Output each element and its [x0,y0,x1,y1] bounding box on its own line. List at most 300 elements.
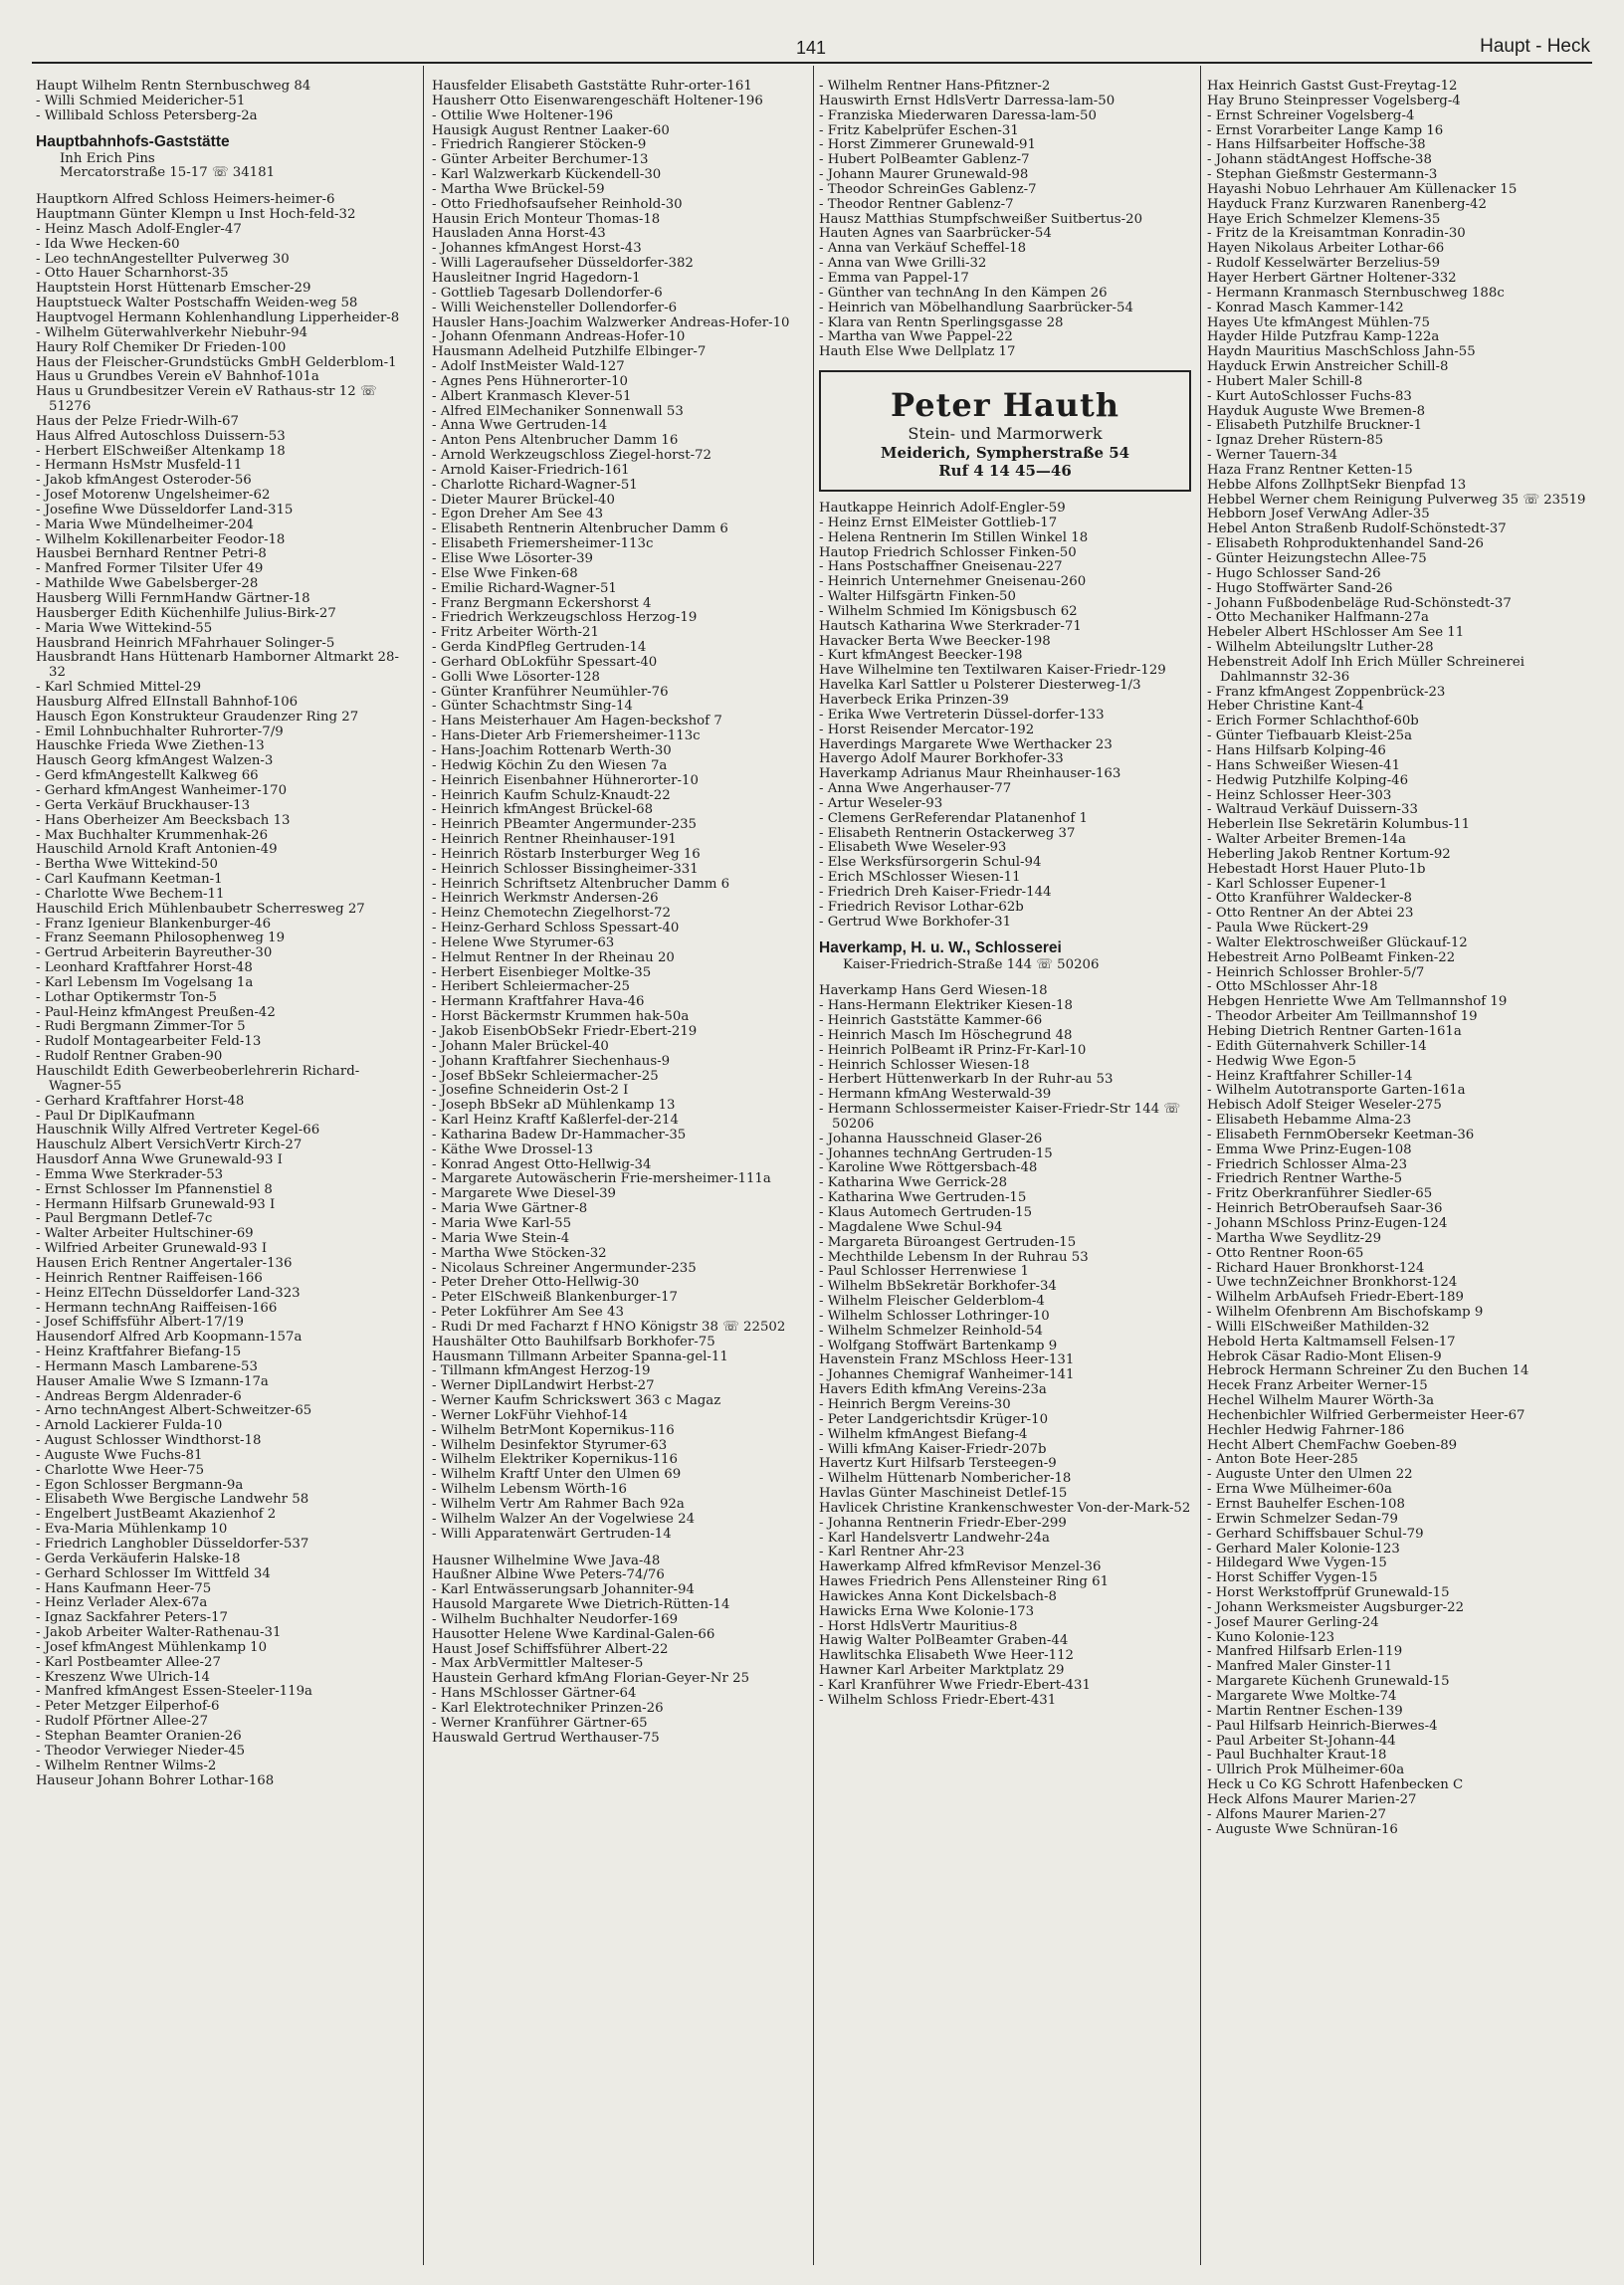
directory-entry: Heberlein Ilse Sekretärin Kolumbus-11 [1207,817,1471,833]
directory-entry: - Heinz Ernst ElMeister Gottlieb-17 [819,515,1058,530]
directory-entry: - Johann Werksmeister Augsburger-22 [1207,1599,1465,1615]
directory-entry: - Horst Reisender Mercator-192 [819,722,1035,737]
directory-entry: - August Schlosser Windthorst-18 [36,1433,262,1449]
directory-entry: Hayder Hilde Putzfrau Kamp-122a [1207,329,1440,345]
directory-entry: Hauten Agnes van Saarbrücker-54 [819,226,1052,242]
directory-entry: - Maria Wwe Stein-4 [432,1230,570,1246]
directory-entry: Hausbei Bernhard Rentner Petri-8 [36,546,267,562]
directory-entry: - Franz kfmAngest Zoppenbrück-23 [1207,684,1446,700]
directory-entry: - Konrad Masch Kammer-142 [1207,300,1404,315]
directory-entry: - Gerhard Kraftfahrer Horst-48 [36,1093,245,1109]
directory-entry: - Günter Schachtmstr Sing-14 [432,699,633,715]
advertiser-name: Peter Hauth [891,386,1119,425]
directory-entry: Hayen Nikolaus Arbeiter Lothar-66 [1207,241,1445,257]
directory-entry: - Heinrich Schlosser Bissingheimer-331 [432,861,699,877]
directory-entry: Havelka Karl Sattler u Polsterer Diesterweg-1/3 [819,678,1141,694]
directory-entry: Haverdings Margarete Wwe Werthacker 23 [819,736,1113,752]
directory-entry: - Hermann Hilfsarb Grunewald-93 I [36,1196,276,1212]
directory-entry: - Ignaz Dreher Rüstern-85 [1207,433,1384,449]
advertiser-phone: Ruf 4 14 45—46 [938,462,1072,481]
directory-entry: - Charlotte Richard-Wagner-51 [432,477,638,493]
directory-entry: Hausberg Willi FernmHandw Gärtner-18 [36,591,310,606]
directory-entry: - Heinrich PBeamter Angermunder-235 [432,817,698,833]
directory-entry: - Stephan Gießmstr Gestermann-3 [1207,167,1438,183]
directory-entry: - Heinz Kraftfahrer Schiller-14 [1207,1068,1413,1084]
directory-entry: - Egon Schlosser Bergmann-9a [36,1477,244,1493]
directory-entry: - Heinz Schlosser Heer-303 [1207,787,1392,803]
directory-entry: - Gertrud Arbeiterin Bayreuther-30 [36,945,273,961]
directory-entry: - Bertha Wwe Wittekind-50 [36,857,218,873]
directory-entry: - Rudolf Montagearbeiter Feld-13 [36,1034,262,1050]
directory-entry: - Käthe Wwe Drossel-13 [432,1142,593,1157]
directory-entry: - Hildegard Wwe Vygen-15 [1207,1556,1387,1571]
directory-entry: Havlas Günter Maschineist Detlef-15 [819,1486,1068,1502]
directory-entry: - Otto Mechaniker Halfmann-27a [1207,610,1429,626]
directory-entry: - Willi Schmied Meidericher-51 [36,93,246,108]
column-divider [423,66,424,2265]
directory-entry: - Dieter Maurer Brückel-40 [432,492,615,508]
directory-entry: - Hans Postschaffner Gneisenau-227 [819,559,1063,575]
column-divider [813,66,814,2265]
directory-entry: - Johannes Chemigraf Wanheimer-141 [819,1367,1075,1383]
directory-entry: Haydn Mauritius MaschSchloss Jahn-55 [1207,344,1476,360]
directory-entry: - Wilhelm BetrMont Kopernikus-116 [432,1422,675,1438]
directory-entry: - Edith Güternahverk Schiller-14 [1207,1038,1427,1054]
directory-entry: - Heinrich Schriftsetz Altenbrucher Damm 6 [432,876,730,892]
directory-entry: - Rudolf Kesselwärter Berzelius-59 [1207,256,1441,272]
directory-entry: Hayer Herbert Gärtner Holtener-332 [1207,270,1457,286]
directory-entry: - Karl Entwässerungsarb Johanniter-94 [432,1582,695,1598]
directory-entry: - Manfred Maler Ginster-11 [1207,1659,1393,1675]
directory-entry: Hebrock Hermann Schreiner Zu den Buchen 14 [1207,1363,1529,1379]
directory-entry: - Friedrich Dreh Kaiser-Friedr-144 [819,884,1052,900]
directory-entry: - Auguste Wwe Fuchs-81 [36,1447,203,1463]
directory-entry: - Gerd kfmAngestellt Kalkweg 66 [36,768,259,784]
directory-entry: Hawner Karl Arbeiter Marktplatz 29 [819,1663,1065,1679]
directory-entry: Hebbel Werner chem Reinigung Pulverweg 35 ☏ 23519 [1207,492,1586,508]
directory-entry: - Wilhelm BbSekretär Borkhofer-34 [819,1279,1057,1295]
directory-entry: - Günter Tiefbauarb Kleist-25a [1207,728,1413,744]
directory-entry: - Horst Zimmerer Grunewald-91 [819,137,1036,153]
directory-entry: Hebborn Josef VerwAng Adler-35 [1207,507,1430,522]
directory-entry: Hauswald Gertrud Werthauser-75 [432,1730,660,1746]
directory-entry: - Hermann HsMstr Musfeld-11 [36,458,243,474]
directory-entry: - Heinrich Eisenbahner Hühnerorter-10 [432,772,699,788]
directory-entry: - Wilhelm kfmAngest Biefang-4 [819,1426,1028,1442]
directory-entry: - Hugo Stoffwärter Sand-26 [1207,580,1393,596]
directory-entry: - Josef Motorenw Ungelsheimer-62 [36,488,271,504]
directory-entry: Hebold Herta Kaltmamsell Felsen-17 [1207,1334,1456,1350]
directory-entry: - Hedwig Wwe Egon-5 [1207,1053,1356,1069]
directory-entry: - Hermann Schlossermeister Kaiser-Friedr-Str 144 ☏ 50206 [819,1102,1181,1132]
directory-entry: - Ignaz Sackfahrer Peters-17 [36,1610,228,1626]
directory-entry: - Karl Elektrotechniker Prinzen-26 [432,1700,664,1716]
directory-entry: - Manfred Hilfsarb Erlen-119 [1207,1644,1403,1660]
directory-entry: - Otto Friedhofsaufseher Reinhold-30 [432,196,683,212]
directory-entry: - Margarete Autowäscherin Frie-mersheimer-111a [432,1171,771,1187]
directory-entry: - Manfred Former Tilsiter Ufer 49 [36,561,264,577]
directory-entry: Havacker Berta Wwe Beecker-198 [819,633,1051,649]
directory-entry: - Herbert Hüttenwerkarb In der Ruhr-au 53 [819,1072,1114,1088]
directory-entry: - Gertrud Wwe Borkhofer-31 [819,914,1012,930]
directory-entry: Haust Josef Schiffsführer Albert-22 [432,1641,669,1657]
directory-entry: - Auguste Unter den Ulmen 22 [1207,1467,1413,1483]
directory-entry: - Wilhelm Ofenbrenn Am Bischofskamp 9 [1207,1305,1484,1321]
directory-entry: - Heinrich Masch Im Höschegrund 48 [819,1027,1073,1043]
directory-entry: - Joseph BbSekr aD Mühlenkamp 13 [432,1098,676,1114]
directory-entry: - Else Wwe Finken-68 [432,565,578,581]
directory-entry: - Otto MSchlosser Ahr-18 [1207,979,1378,995]
directory-entry: Hautsch Katharina Wwe Sterkrader-71 [819,618,1082,634]
directory-entry: - Clemens GerReferendar Platanenhof 1 [819,810,1089,826]
directory-entry: - Erna Wwe Mülheimer-60a [1207,1482,1392,1498]
directory-entry: - Johann Maler Brückel-40 [432,1038,609,1054]
directory-entry: - Ottilie Wwe Holtener-196 [432,107,614,123]
directory-entry: - Wilhelm Buchhalter Neudorfer-169 [432,1611,679,1627]
directory-entry: - Peter ElSchweiß Blankenburger-17 [432,1290,679,1306]
directory-entry: - Hans Meisterhauer Am Hagen-beckshof 7 [432,714,722,729]
directory-entry: - Johann Maurer Grunewald-98 [819,167,1029,183]
directory-entry: Haverkamp Hans Gerd Wiesen-18 [819,983,1048,999]
directory-entry: Heberling Jakob Rentner Kortum-92 [1207,846,1451,862]
directory-entry: - Werner Tauern-34 [1207,448,1338,464]
directory-entry: - Ernst Vorarbeiter Lange Kamp 16 [1207,122,1444,138]
directory-entry: - Martha Wwe Stöcken-32 [432,1245,607,1261]
directory-entry: Hechler Hedwig Fahrner-186 [1207,1422,1405,1438]
directory-entry: - Elisabeth Rohproduktenhandel Sand-26 [1207,536,1485,552]
directory-entry: - Rudolf Rentner Graben-90 [36,1049,223,1065]
directory-entry: Hebbe Alfons ZollhptSekr Bienpfad 13 [1207,477,1467,493]
directory-entry: Hebestreit Arno PolBeamt Finken-22 [1207,949,1456,965]
directory-entry: - Wilhelm Schmied Im Königsbusch 62 [819,603,1078,619]
directory-entry: - Horst Werkstoffprüf Grunewald-15 [1207,1585,1450,1601]
directory-entry: - Emilie Richard-Wagner-51 [432,580,617,596]
directory-entry: - Theodor Rentner Gablenz-7 [819,196,1014,212]
directory-entry: - Wilhelm Fleischer Gelderblom-4 [819,1294,1045,1310]
directory-entry: Hausz Matthias Stumpfschweißer Suitbertus-20 [819,211,1143,227]
directory-entry: Hauptkorn Alfred Schloss Heimers-heimer-6 [36,192,335,208]
directory-entry: - Hans Oberheizer Am Beecksbach 13 [36,812,291,828]
directory-entry: - Tillmann kfmAngest Herzog-19 [432,1363,651,1379]
directory-entry: - Charlotte Wwe Bechem-11 [36,886,225,902]
directory-entry: - Heinz Masch Adolf-Engler-47 [36,221,242,237]
page-number: 141 [796,38,827,58]
directory-entry: - Elisabeth Rentnerin Altenbrucher Damm 6 [432,521,728,537]
directory-entry: Hausold Margarete Wwe Dietrich-Rütten-14 [432,1597,730,1613]
directory-entry: - Elisabeth Friemersheimer-113c [432,536,654,552]
directory-entry: - Peter Landgerichtsdir Krüger-10 [819,1411,1049,1427]
directory-entry: - Paula Wwe Rückert-29 [1207,921,1369,936]
directory-entry: - Anton Bote Heer-285 [1207,1452,1358,1468]
directory-entry: - Paul Bergmann Detlef-7c [36,1211,213,1227]
directory-entry: Hebenstreit Adolf Inh Erich Müller Schreinerei Dahlmannstr 32-36 [1207,654,1524,685]
directory-entry: - Heinz ElTechn Düsseldorfer Land-323 [36,1285,301,1301]
directory-entry: - Friedrich Langhobler Düsseldorfer-537 [36,1537,309,1552]
business-detail: Mercatorstraße 15-17 ☏ 34181 [60,165,276,181]
directory-entry: - Johann Kraftfahrer Siechenhaus-9 [432,1053,671,1069]
directory-entry: - Wilhelm Hüttenarb Nombericher-18 [819,1471,1072,1487]
directory-entry: Haus u Grundbesitzer Verein eV Rathaus-str 12 ☏ 51276 [36,384,377,415]
directory-entry: - Anna van Verkäuf Scheffel-18 [819,241,1027,257]
directory-entry: - Gerhard ObLokführ Spessart-40 [432,654,658,670]
directory-entry: - Hubert PolBeamter Gablenz-7 [819,152,1030,168]
directory-entry: Haußner Albine Wwe Peters-74/76 [432,1567,665,1583]
directory-entry: - Anna van Wwe Grilli-32 [819,256,987,272]
directory-entry: - Heinrich Rentner Raiffeisen-166 [36,1270,263,1286]
directory-entry: Hauptstueck Walter Postschaffn Weiden-weg 58 [36,296,358,312]
directory-entry: - Wilhelm Walzer An der Vogelwiese 24 [432,1511,696,1527]
directory-entry: - Hans Hilfsarb Kolping-46 [1207,742,1386,758]
directory-entry: Hauth Else Wwe Dellplatz 17 [819,344,1016,360]
directory-entry: Hechel Wilhelm Maurer Wörth-3a [1207,1393,1435,1409]
directory-entry: - Paul Arbeiter St-Johann-44 [1207,1733,1396,1749]
directory-entry: - Lothar Optikermstr Ton-5 [36,989,217,1005]
directory-entry: - Karoline Wwe Röttgersbach-48 [819,1160,1038,1176]
directory-entry: - Uwe technZeichner Bronkhorst-124 [1207,1275,1458,1291]
directory-entry: Hausbrandt Hans Hüttenarb Hamborner Altmarkt 28-32 [36,650,399,681]
directory-entry: - Karl Walzwerkarb Kückendell-30 [432,167,662,183]
directory-entry: - Hans-Dieter Arb Friemersheimer-113c [432,728,701,744]
directory-entry: Havlicek Christine Krankenschwester Von-der-Mark-52 [819,1500,1191,1516]
directory-column-3 [819,80,1197,2265]
directory-entry: - Mathilde Wwe Gabelsberger-28 [36,576,259,592]
directory-entry: Hebeler Albert HSchlosser Am See 11 [1207,625,1465,641]
directory-entry: - Karl Postbeamter Allee-27 [36,1654,221,1670]
directory-entry: Hausner Wilhelmine Wwe Java-48 [432,1553,661,1568]
directory-column-2 [432,80,812,2265]
directory-entry: Heck u Co KG Schrott Hafenbecken C [1207,1777,1464,1793]
directory-entry: Hauschildt Edith Gewerbeoberlehrerin Richard-Wagner-55 [36,1064,360,1094]
directory-entry: - Hedwig Putzhilfe Kolping-46 [1207,772,1409,788]
directory-entry: - Ida Wwe Hecken-60 [36,236,180,252]
directory-entry: - Mechthilde Lebensm In der Ruhrau 53 [819,1249,1089,1265]
business-heading: Hauptbahnhofs-Gaststätte [36,132,230,150]
directory-entry: - Wilhelm Rentner Hans-Pfitzner-2 [819,80,1051,94]
directory-entry: Hebing Dietrich Rentner Garten-161a [1207,1024,1462,1039]
directory-entry: Hecht Albert ChemFachw Goeben-89 [1207,1437,1458,1453]
directory-entry: - Maria Wwe Gärtner-8 [432,1201,588,1217]
directory-entry: Hayduck Franz Kurzwaren Ranenberg-42 [1207,196,1487,212]
directory-entry: Hausburg Alfred ElInstall Bahnhof-106 [36,694,299,710]
directory-entry: - Gerhard Schiffsbauer Schul-79 [1207,1526,1424,1542]
directory-entry: Haus der Pelze Friedr-Wilh-67 [36,413,239,429]
directory-entry: - Friedrich Schlosser Alma-23 [1207,1156,1408,1172]
directory-entry: - Golli Wwe Lösorter-128 [432,669,600,685]
directory-entry: Hayashi Nobuo Lehrhauer Am Küllenacker 15 [1207,181,1518,197]
directory-entry: - Günter Arbeiter Berchumer-13 [432,152,649,168]
business-detail: Inh Erich Pins [60,150,155,166]
directory-entry: Haza Franz Rentner Ketten-15 [1207,462,1413,478]
directory-entry: - Heinz Kraftfahrer Biefang-15 [36,1345,242,1360]
directory-entry: - Heinrich Werkmstr Andersen-26 [432,891,659,907]
directory-entry: - Katharina Wwe Gertruden-15 [819,1190,1027,1206]
directory-entry: - Karl Handelsvertr Landwehr-24a [819,1530,1050,1546]
directory-entry: Hauswirth Ernst HdlsVertr Darressa-lam-50 [819,93,1116,108]
directory-entry: Hauptstein Horst Hüttenarb Emscher-29 [36,281,311,297]
directory-entry: - Karl Schlosser Eupener-1 [1207,876,1388,892]
directory-entry: - Andreas Bergm Aldenrader-6 [36,1388,242,1404]
directory-entry: - Emma Wwe Prinz-Eugen-108 [1207,1142,1412,1157]
directory-entry: - Heinz Verlader Alex-67a [36,1595,208,1611]
directory-entry: - Maria Wwe Mündelheimer-204 [36,517,254,532]
directory-entry: - Kurt AutoSchlosser Fuchs-83 [1207,388,1412,404]
directory-entry: - Johannes technAng Gertruden-15 [819,1145,1053,1161]
directory-entry: Hausch Egon Konstrukteur Graudenzer Ring 27 [36,709,359,725]
directory-entry: Haury Rolf Chemiker Dr Frieden-100 [36,339,287,355]
directory-entry: - Johann Fußbodenbeläge Rud-Schönstedt-37 [1207,595,1512,611]
directory-entry: - Herbert Eisenbieger Moltke-35 [432,964,652,980]
directory-entry: - Karl Schmied Mittel-29 [36,680,202,696]
directory-entry: - Helena Rentnerin Im Stillen Winkel 18 [819,529,1089,545]
directory-entry: - Theodor SchreinGes Gablenz-7 [819,181,1037,197]
directory-entry: - Werner LokFühr Viehhof-14 [432,1407,628,1423]
directory-entry: - Hans-Hermann Elektriker Kiesen-18 [819,998,1073,1014]
directory-entry: - Josef Schiffsführ Albert-17/19 [36,1315,244,1331]
directory-entry: - Maria Wwe Karl-55 [432,1215,572,1231]
directory-entry: - Otto Kranführer Waldecker-8 [1207,891,1412,907]
directory-entry: - Willibald Schloss Petersberg-2a [36,107,258,123]
directory-entry: - Horst Bäckermstr Krummen hak-50a [432,1009,690,1025]
directory-entry: - Anton Pens Altenbrucher Damm 16 [432,433,679,449]
business-heading: Haverkamp, H. u. W., Schlosserei [819,938,1062,956]
directory-entry: - Wilhelm Schloss Friedr-Ebert-431 [819,1692,1057,1708]
directory-entry: Hautop Friedrich Schlosser Finken-50 [819,544,1077,560]
directory-entry: - Wilhelm Desinfektor Styrumer-63 [432,1437,668,1453]
directory-entry: - Hans MSchlosser Gärtner-64 [432,1686,637,1702]
directory-entry: - Karl Rentner Ahr-23 [819,1545,965,1560]
directory-entry: - Günter Kranführer Neumühler-76 [432,684,669,700]
directory-entry: - Arnold Kaiser-Friedrich-161 [432,462,630,478]
directory-entry: - Fritz de la Kreisamtman Konradin-30 [1207,226,1466,242]
directory-entry: Hauptmann Günter Klempn u Inst Hoch-feld-32 [36,207,356,223]
directory-entry: - Willi ElSchweißer Mathilden-32 [1207,1319,1430,1335]
directory-entry: Hebestadt Horst Hauer Pluto-1b [1207,861,1426,877]
directory-entry: - Paul Dr DiplKaufmann [36,1108,195,1124]
directory-entry: Haushälter Otto Bauhilfsarb Borkhofer-75 [432,1334,715,1350]
directory-entry: - Otto Rentner Roon-65 [1207,1245,1364,1261]
directory-entry: - Karl Lebensm Im Vogelsang 1a [36,974,254,990]
directory-entry: - Heinrich van Möbelhandlung Saarbrücker-54 [819,300,1133,315]
directory-entry: Hausmann Tillmann Arbeiter Spanna-gel-11 [432,1349,728,1364]
directory-entry: - Fritz Arbeiter Wörth-21 [432,625,599,641]
directory-entry: - Gerda KindPfleg Gertruden-14 [432,640,647,656]
directory-entry: - Albert Kranmasch Klever-51 [432,388,632,404]
directory-entry: - Werner Kranführer Gärtner-65 [432,1715,648,1731]
business-detail: Kaiser-Friedrich-Straße 144 ☏ 50206 [843,956,1100,972]
directory-entry: Hebisch Adolf Steiger Weseler-275 [1207,1098,1442,1114]
directory-entry: - Otto Rentner An der Abtei 23 [1207,906,1414,922]
directory-entry: - Friedrich Rentner Warthe-5 [1207,1171,1403,1187]
directory-entry: - Hans Kaufmann Heer-75 [36,1580,212,1596]
directory-entry: Hauschild Arnold Kraft Antonien-49 [36,842,278,858]
directory-entry: Hausbrand Heinrich MFahrhauer Solinger-5 [36,635,335,651]
directory-entry: - Paul Buchhalter Kraut-18 [1207,1748,1387,1764]
directory-entry: - Gerhard kfmAngest Wanheimer-170 [36,782,288,798]
directory-entry: - Franziska Miederwaren Daressa-lam-50 [819,107,1097,123]
directory-entry: Hay Bruno Steinpresser Vogelsberg-4 [1207,93,1461,108]
directory-entry: - Wilhelm Abteilungsltr Luther-28 [1207,640,1434,656]
directory-entry: - Heinz-Gerhard Schloss Spessart-40 [432,921,680,936]
directory-entry: - Egon Dreher Am See 43 [432,507,604,522]
directory-entry: Haus der Fleischer-Grundstücks GmbH Gelderblom-1 [36,354,397,370]
directory-entry: - Elisabeth Wwe Weseler-93 [819,840,1007,856]
directory-entry: Hebrok Cäsar Radio-Mont Elisen-9 [1207,1349,1442,1364]
directory-entry: - Hans Hilfsarbeiter Hoffsche-38 [1207,137,1426,153]
directory-entry: - Martha Wwe Seydlitz-29 [1207,1230,1382,1246]
directory-entry: - Helene Wwe Styrumer-63 [432,935,615,950]
directory-entry: - Arnold Werkzeugschloss Ziegel-horst-72 [432,448,712,464]
directory-entry: Hausleitner Ingrid Hagedorn-1 [432,270,641,286]
directory-entry: - Hedwig Köchin Zu den Wiesen 7a [432,757,668,773]
directory-entry: - Heinrich Schlosser Brohler-5/7 [1207,964,1425,980]
directory-entry: Hautkappe Heinrich Adolf-Engler-59 [819,501,1066,517]
directory-entry: - Johannes kfmAngest Horst-43 [432,241,642,257]
directory-entry: - Rudi Dr med Facharzt f HNO Königstr 38 ☏ 22502 [432,1319,786,1335]
directory-entry: - Klaus Automech Gertruden-15 [819,1205,1033,1220]
directory-entry: - Walter Arbeiter Hultschiner-69 [36,1226,254,1242]
directory-entry: - Hermann technAng Raiffeisen-166 [36,1300,278,1316]
directory-entry: Hausotter Helene Wwe Kardinal-Galen-66 [432,1626,715,1642]
directory-entry: - Wilhelm Rentner Wilms-2 [36,1758,217,1773]
directory-entry: - Leo technAngestellter Pulverweg 30 [36,251,290,267]
directory-entry: - Emma van Pappel-17 [819,270,969,286]
directory-entry: Hawicks Erna Wwe Kolonie-173 [819,1603,1035,1619]
directory-entry: - Johanna Hausschneid Glaser-26 [819,1131,1043,1146]
directory-entry: - Walter Arbeiter Bremen-14a [1207,832,1406,848]
directory-entry: - Klara van Rentn Sperlingsgasse 28 [819,314,1064,330]
directory-entry: - Hermann Masch Lambarene-53 [36,1358,258,1374]
directory-entry: Hecek Franz Arbeiter Werner-15 [1207,1378,1428,1394]
directory-entry: - Erwin Schmelzer Sedan-79 [1207,1511,1398,1527]
directory-entry: - Josef Maurer Gerling-24 [1207,1614,1379,1630]
directory-entry: Haverbeck Erika Prinzen-39 [819,693,1009,708]
directory-entry: - Maria Wwe Wittekind-55 [36,620,213,636]
directory-entry: - Martin Rentner Eschen-139 [1207,1703,1403,1719]
directory-entry: - Wilhelm ArbAufseh Friedr-Ebert-189 [1207,1290,1464,1306]
directory-entry: - Max ArbVermittler Malteser-5 [432,1656,644,1672]
directory-entry: - Franz Igenieur Blankenburger-46 [36,916,272,932]
directory-entry: - Rudi Bergmann Zimmer-Tor 5 [36,1019,246,1035]
directory-entry: Hebel Anton Straßenb Rudolf-Schönstedt-37 [1207,521,1507,537]
directory-entry: - Friedrich Revisor Lothar-62b [819,899,1024,915]
directory-entry: Hawes Friedrich Pens Allensteiner Ring 61 [819,1574,1110,1590]
directory-entry: Hausherr Otto Eisenwarengeschäft Holtener-196 [432,93,763,108]
directory-entry: - Erika Wwe Vertreterin Düssel-dorfer-133 [819,707,1105,723]
directory-entry: Haus u Grundbes Verein eV Bahnhof-101a [36,369,319,385]
directory-entry: Heber Christine Kant-4 [1207,699,1364,715]
directory-entry: - Adolf InstMeister Wald-127 [432,359,625,375]
directory-entry: - Wolfgang Stoffwärt Bartenkamp 9 [819,1338,1058,1353]
directory-entry: - Gerhard Schlosser Im Wittfeld 34 [36,1565,271,1581]
directory-entry: Hebgen Henriette Wwe Am Tellmannshof 19 [1207,994,1508,1010]
directory-entry: - Heribert Schleiermacher-25 [432,979,631,995]
column-divider [1200,66,1201,2265]
directory-entry: - Heinrich Schlosser Wiesen-18 [819,1057,1030,1073]
directory-entry: - Katharina Badew Dr-Hammacher-35 [432,1127,687,1142]
directory-entry: - Paul Schlosser Herrenwiese 1 [819,1264,1030,1280]
directory-entry: - Heinrich Rentner Rheinhauser-191 [432,832,677,848]
directory-entry: Haupt Wilhelm Rentn Sternbuschweg 84 [36,80,311,94]
directory-entry: Haustein Gerhard kfmAng Florian-Geyer-Nr 25 [432,1671,750,1687]
directory-entry: - Engelbert JustBeamt Akazienhof 2 [36,1507,277,1523]
directory-entry: - Friedrich Rangierer Stöcken-9 [432,137,647,153]
advertisement-box [819,370,1191,492]
directory-entry: - Richard Hauer Bronkhorst-124 [1207,1260,1425,1276]
directory-entry: - Johanna Rentnerin Friedr-Eber-299 [819,1515,1067,1531]
directory-entry: - Eva-Maria Mühlenkamp 10 [36,1522,228,1538]
directory-entry: - Willi Weichensteller Dollendorfer-6 [432,300,678,315]
directory-entry: - Auguste Wwe Schnüran-16 [1207,1821,1398,1837]
